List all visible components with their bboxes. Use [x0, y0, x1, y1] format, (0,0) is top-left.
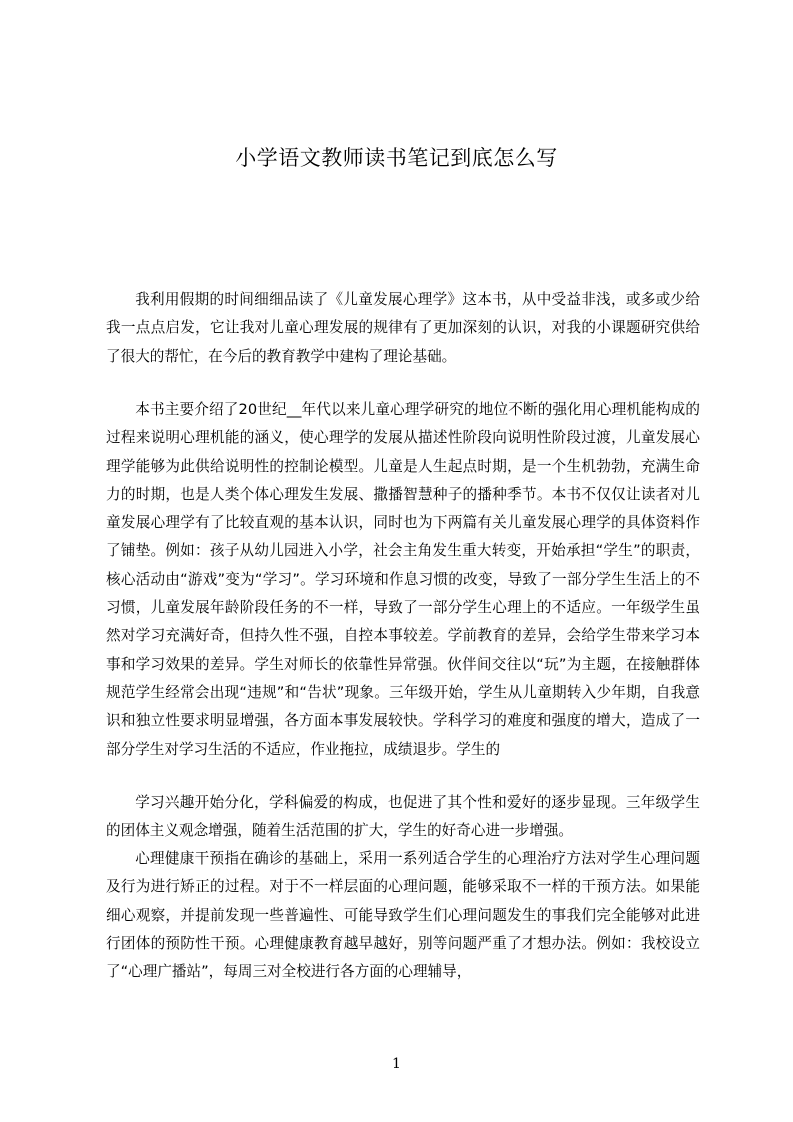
paragraph-4: 心理健康干预指在确诊的基础上，采用一系列适合学生的心理治疗方法对学生心理问题及行为进行矫正的过程。对于不一样层面的心理问题，能够采取不一样的干预方法。如果能细心观察，并提前发现一些普遍性、可能导致学生们心理问题发生的事我们完全能够对此进行团体的预防性干预。心理健康教育越早越好，别等问题严重了才想办法。例如：我校设立了“心理广播站”，每周三对全校进行各方面的心理辅导，	[106, 850, 700, 981]
paragraph-1: 我利用假期的时间细细品读了《儿童发展心理学》这本书，从中受益非浅，或多或少给我一点点启发，它让我对儿童心理发展的规律有了更加深刻的认识，对我的小课题研究供给了很大的帮忙，在今后的教育教学中建构了理论基础。	[106, 291, 700, 365]
document-title: 小学语文教师读书笔记到底怎么写	[235, 146, 558, 170]
paragraph-2: 本书主要介绍了20世纪__年代以来儿童心理学研究的地位不断的强化用心理机能构成的过程来说明心理机能的涵义，使心理学的发展从描述性阶段向说明性阶段过渡，儿童发展心理学能够为此供给说明性的控制论模型。儿童是人生起点时期，是一个生机勃勃，充满生命力的时期，也是人类个体心理发生发展、撒播智慧种子的播种季节。本书不仅仅让读者对儿童发展心理学有了比较直观的基本认识，同时也为下两篇有关儿童发展心理学的具体资料作了铺垫。例如：孩子从幼儿园进入小学，社会主角发生重大转变，开始承担“学生”的职责，核心活动由“游戏”变为“学习”。学习环境和作息习惯的改变，导致了一部分学生生活上的不习惯，儿童发展年龄阶段任务的不一样，导致了一部分学生心理上的不适应。一年级学生虽然对学习充满好奇，但持久性不强，自控本事较差。学前教育的差异，会给学生带来学习本事和学习效果的差异。学生对师长的依靠性异常强。伙伴间交往以“玩”为主题，在接触群体规范学生经常会出现“违规”和“告状”现象。三年级开始，学生从儿童期转入少年期，自我意识和独立性要求明显增强，各方面本事发展较快。学科学习的难度和强度的增大，造成了一部分学生对学习生活的不适应，作业拖拉，成绩退步。学生的	[106, 401, 700, 758]
page-number: 1	[392, 1056, 401, 1072]
paragraph-3: 学习兴趣开始分化，学科偏爱的构成，也促进了其个性和爱好的逐步显现。三年级学生的团体主义观念增强，随着生活范围的扩大，学生的好奇心进一步增强。	[106, 794, 700, 840]
